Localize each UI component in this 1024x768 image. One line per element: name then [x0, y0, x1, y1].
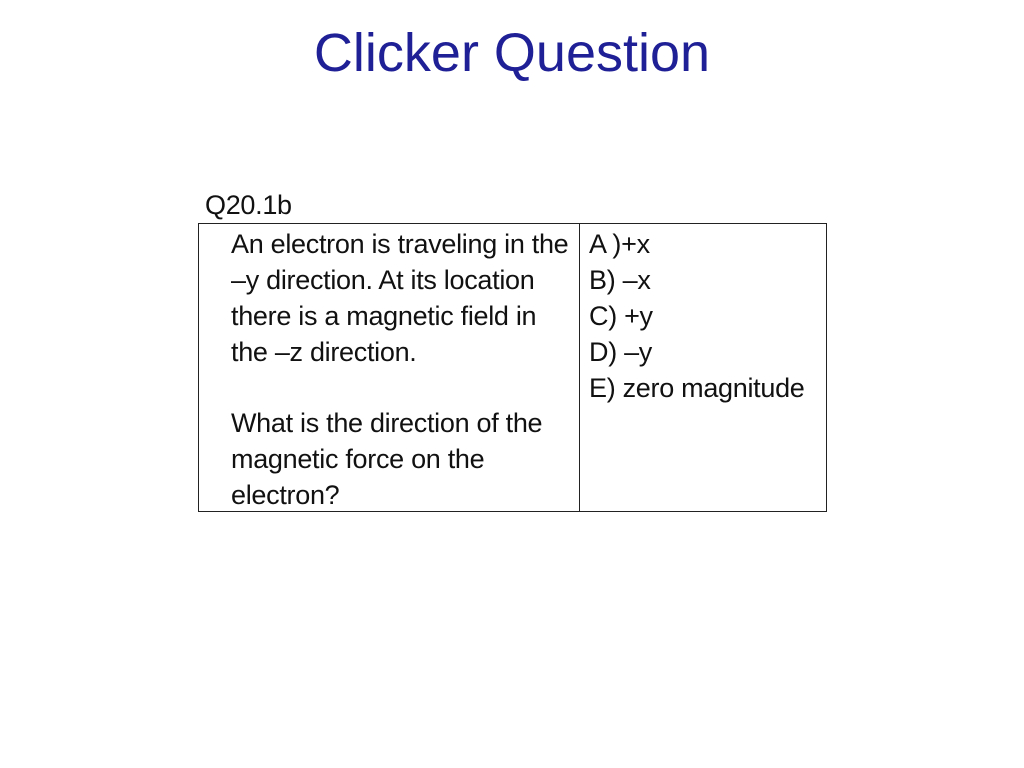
answer-option-b: B) –x	[589, 265, 651, 295]
answer-options-cell	[580, 224, 826, 511]
question-line: What is the direction of the	[231, 408, 543, 438]
answer-option-d: D) –y	[589, 337, 653, 367]
answer-option-e: E) zero magnitude	[589, 373, 805, 403]
question-line: magnetic force on the	[231, 444, 485, 474]
question-id: Q20.1b	[205, 190, 292, 220]
question-line: –y direction. At its location	[231, 265, 535, 295]
question-paragraph-1	[231, 226, 579, 370]
slide-title: Clicker Question	[313, 23, 711, 83]
question-line: electron?	[231, 480, 340, 510]
question-table	[198, 223, 827, 512]
question-line: the –z direction.	[231, 337, 417, 367]
question-line: there is a magnetic field in	[231, 301, 537, 331]
paragraph-gap	[231, 370, 579, 405]
question-text-cell	[199, 224, 580, 511]
question-line: An electron is traveling in the	[231, 229, 569, 259]
question-paragraph-2	[231, 405, 579, 513]
answer-option-a: A )+x	[589, 229, 650, 259]
answer-option-c: C) +y	[589, 301, 653, 331]
